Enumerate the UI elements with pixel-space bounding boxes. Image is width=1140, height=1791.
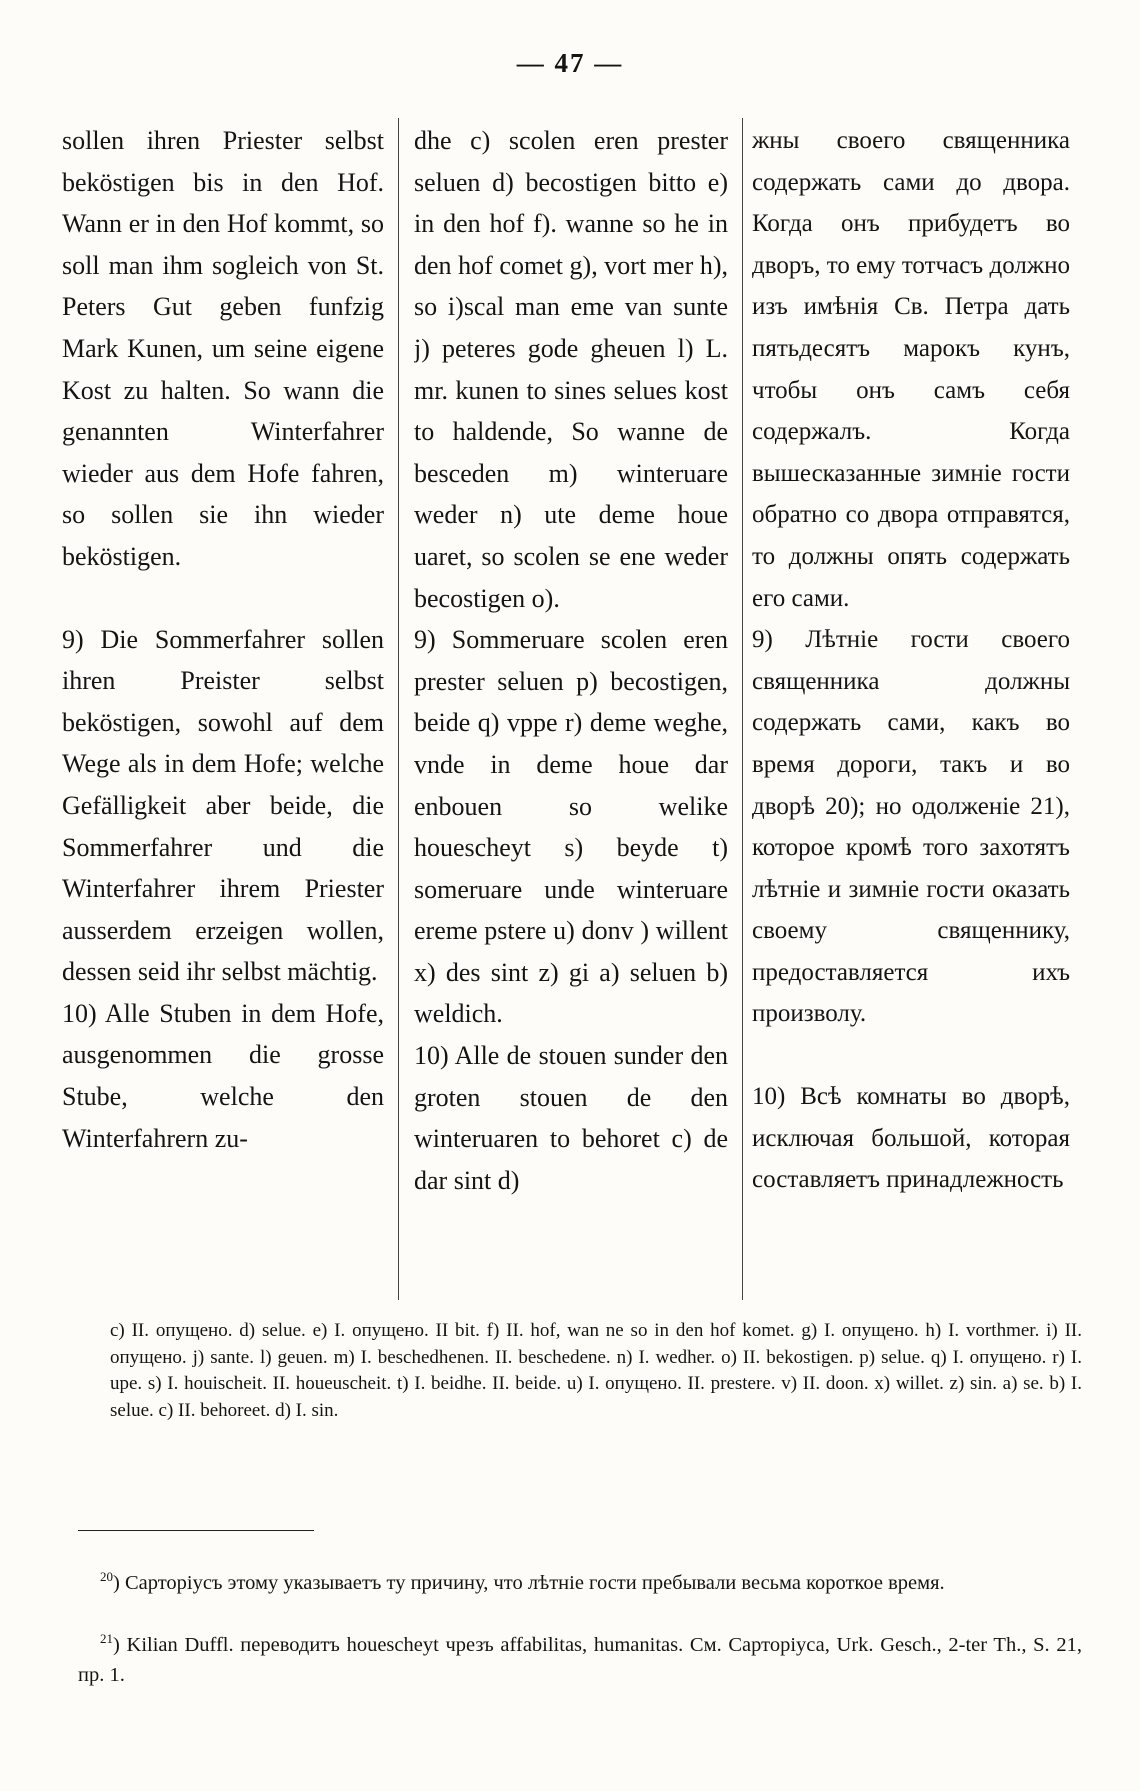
footnote-rule [78,1530,314,1531]
german-paragraph: sollen ihren Priester selbst beköstigen bis in den Hof. Wann er in den Hof kommt, so soll man ihm sogleich von St. Peters Gut geben funfzig Mark Kunen, um seine eigene Kost zu halten. So wann die genannten Winterfahrer wieder aus dem Hofe fahren, so sollen sie ihn wieder beköstigen. [62,126,384,571]
footnote-mark: 20 [100,1569,113,1584]
lowgerman-paragraph: 9) Sommeruare scolen eren prester seluen p) becostigen, beide q) vppe r) deme weghe, vnde in deme houe dar enbouen so welike houescheyt s) beyde t) someruare unde winteruare ereme pstere u) donv ) willent x) des sint z) gi a) seluen b) weldich. [414,625,728,1029]
page-number: — 47 — [516,48,624,78]
german-column [62,120,384,1290]
textual-variants: c) II. опущено. d) selue. e) I. опущено. II bit. f) II. hof, wan ne so in den hof komet. g) I. опущено. h) I. vorthmer. i) II. опущено. j) sante. l) geuen. m) I. beschedhenen. II. beschedene. n) I. wedher. o) II. bekostigen. p) selue. q) I. опущено. r) I. upe. s) I. houischeit. II. houeuscheit. t) I. beidhe. II. beide. u) I. опущено. II. prestere. v) II. doon. x) willet. z) sin. a) se. b) I. selue. c) II. behoreet. d) I. sin. [110,1320,1082,1421]
russian-column [752,120,1070,1290]
german-paragraph: 9) Die Sommerfahrer sollen ihren Preister selbst beköstigen, sowohl auf dem Wege als in dem Hofe; welche Gefälligkeit aber beide, die Sommerfahrer und die Winterfahrer ihrem Priester ausserdem erzeigen wollen, dessen seid ihr selbst mächtig. [62,624,384,987]
footnote-21 [78,1624,1082,1690]
column-divider [742,118,743,1300]
russian-paragraph: 10) Всѣ комнаты во дворѣ, исключая большой, которая составляетъ принадлежность [752,1083,1070,1194]
russian-paragraph: 9) Лѣтніе гости своего священника должны содержать сами, какъ во время дороги, такъ и во дворѣ 20); но одолженіе 21), которое кромѣ того захотятъ лѣтніе и зимніе гости оказать своему священнику, предоставляется ихъ произволу. [752,626,1070,1028]
lowgerman-paragraph: 10) Alle de stouen sunder den groten stouen de den winteruaren to behoret c) de dar sint d) [414,1041,728,1195]
german-paragraph: 10) Alle Stuben in dem Hofe, ausgenommen die grosse Stube, welche den Winterfahrern zu- [62,998,384,1153]
column-divider [398,118,399,1300]
footnote-text: ) Kilian Duffl. переводитъ houescheyt чрезъ affabilitas, humanitas. См. Сарторіуса, Urk. Gesch., 2-ter Th., S. 21, пр. 1. [78,1633,1082,1686]
lowgerman-paragraph: dhe c) scolen eren prester seluen d) becostigen bitto e) in den hof f). wanne so he in den hof comet g), vort mer h), so i)scal man eme van sunte j) peteres gode gheuen l) L. mr. kunen to sines selues kost to haldende, So wanne de besceden m) winteruare weder n) ute deme houe uaret, so scolen se ene weder becostigen o). [414,126,728,613]
footnote-mark: 21 [100,1631,113,1646]
footnote-20 [78,1562,1082,1598]
russian-paragraph: жны своего священника содержать сами до двора. Когда онъ прибудетъ во дворъ, то ему тотчасъ должно изъ имѣнія Св. Петра дать пятьдесятъ марокъ кунъ, чтобы онъ самъ себя содержалъ. Когда вышесказанные зимніе гости обратно со двора отправятся, то должны опять содержать его сами. [752,127,1070,612]
lowgerman-column [414,120,728,1290]
footnote-text: ) Сарторіусъ этому указываетъ ту причину, что лѣтніе гости пребывали весьма короткое время. [113,1571,945,1594]
